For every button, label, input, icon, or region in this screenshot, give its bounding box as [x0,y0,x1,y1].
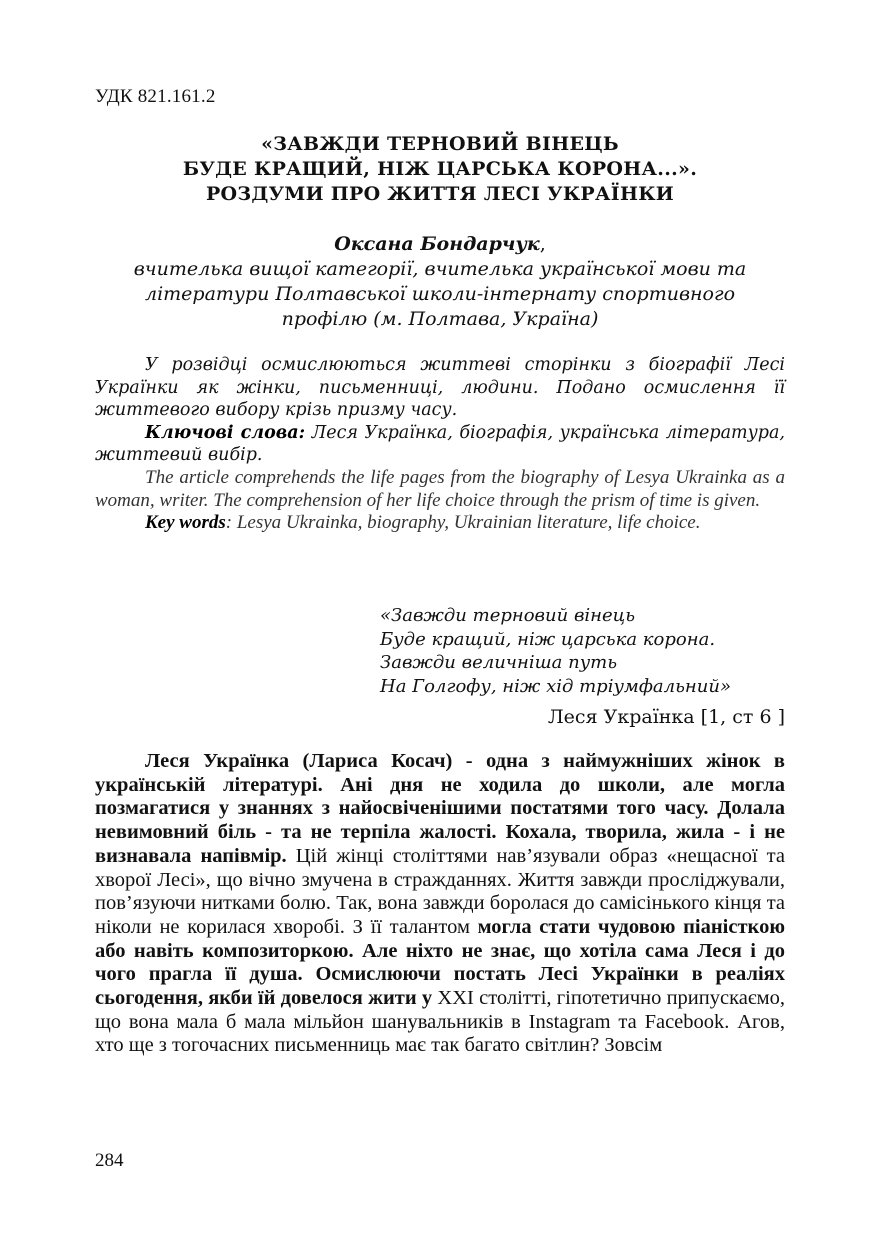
body-segment: могла стати чудовою піаністкою або навіть композиторкою. Але ніхто не знає, що хотіла сама Леся і до чого прагла її душа. Осмислюючи постать Лесі Українки в реаліях сьогодення, якби їй довелося жити у [95,915,785,1010]
epigraph-source: Леся Українка [1, ст 6 ] [547,706,785,728]
keywords-en-label: Key words [145,512,226,534]
keywords-en [95,512,785,535]
author-affiliation-line: профілю (м. Полтава, Україна) [281,308,599,330]
body-paragraph [95,750,785,1058]
epigraph-line: «Завжди терновий вінець [380,605,636,626]
abstract-en: The article comprehends the life pages from the biography of Lesya Ukrainka as a woman, writer. The comprehension of her life choice through the prism of time is given. [95,466,785,511]
body-segment: Цій жінці століттями нав’язували образ «нещасної та хворої Лесі», що вічно змучена в стражданнях. Життя завжди прослiджували, пов’язуючи нитками болю. Так, вона завжди боролася до самісінького кінця та ніколи не корилася хворобі. З її талантом [95,844,785,938]
epigraph [380,604,731,698]
title-line: РОЗДУМИ ПРО ЖИТТЯ ЛЕСІ УКРАЇНКИ [205,183,675,205]
body-segment: Леся Українка (Лариса Косач) - одна з наймужніших жінок в українській літературі. Ані дня не ходила до школи, але могла позмагатися у знаннях з найосвіченішими постатями того часу. Долала невимовний біль - та не терпіла жалості. Кохала, творила, жила - і не визнавала напівмір. [95,750,785,867]
author-affiliation-line: літератури Полтавської школи-інтернату спортивного [144,283,736,305]
body-segment: XXI століттi, гіпотетично припускаємо, що вона мала б мала мільйон шанувальників в Instagram та Facebook. Агов, хто ще з тогочасних письменниць має так багато світлин? Зовсім [95,987,785,1057]
author-name: Оксана Бондарчук [334,233,540,255]
author-block [95,232,785,332]
epigraph-line: Буде кращий, ніж царська корона. [380,628,716,650]
abstract [95,354,785,535]
epigraph-line: Завжди величніша путь [380,652,618,673]
article-title [95,132,785,207]
udc-code: УДК 821.161.2 [95,86,216,107]
title-line: «ЗАВЖДИ ТЕРНОВИЙ ВІНЕЦЬ [261,133,619,155]
keywords-uk-text: Леся Українка, біографія, українська література, життевий вибір. [95,422,785,466]
author-affiliation-line: вчителька вищої категорії, вчителька української мови та [133,258,747,280]
abstract-uk: У розвідці осмислюються життеві сторінки з біографії Лесі Українки як жінки, письменниці, людини. Подано осмислення її життевого вибору крізь призму часу. [95,355,785,421]
title-line: БУДЕ КРАЩИЙ, НІЖ ЦАРСЬКА КОРОНА...». [182,158,698,180]
keywords-uk-label: Ключові слова: [145,422,306,443]
author-name-suffix: , [539,233,546,255]
page-number: 284 [95,1150,124,1171]
keywords-uk [95,422,785,467]
epigraph-line: На Голгофу, ніж хід тріумфальний» [380,675,731,697]
body-text [95,750,785,1058]
keywords-en-text: : Lesya Ukrainka, biography, Ukrainian literature, life choice. [225,512,701,534]
